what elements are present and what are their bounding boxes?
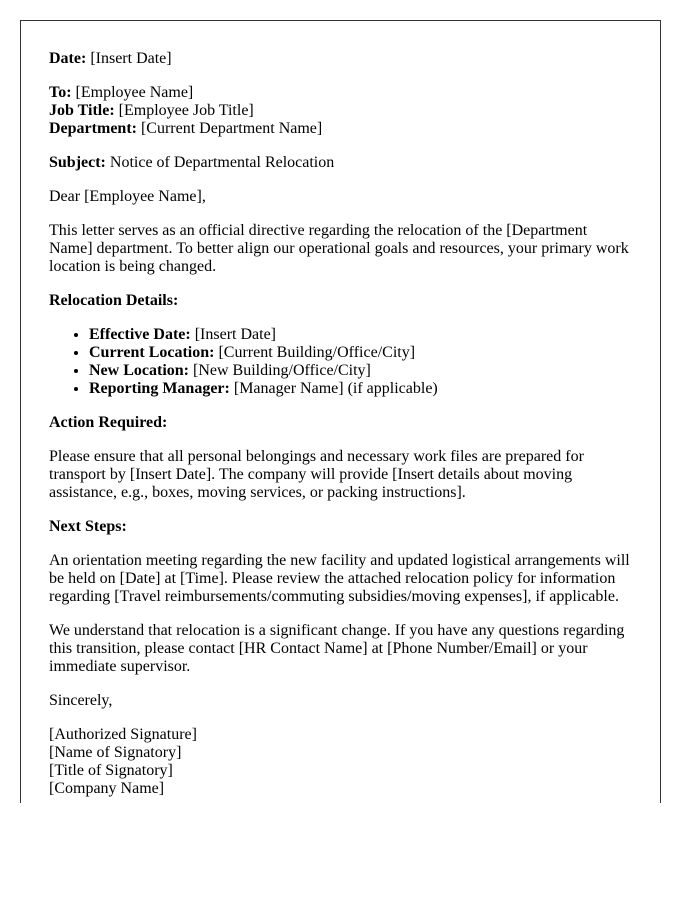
relocation-details-heading bbox=[49, 292, 632, 310]
current-location-value: [Current Building/Office/City] bbox=[214, 344, 416, 361]
action-required-heading bbox=[49, 414, 632, 432]
next-steps-heading-text: Next Steps: bbox=[49, 518, 127, 535]
relocation-details-list bbox=[49, 326, 632, 398]
reporting-manager-label: Reporting Manager: bbox=[89, 380, 230, 397]
date-value: [Insert Date] bbox=[86, 50, 172, 67]
job-title-line bbox=[49, 102, 632, 120]
salutation: Dear [Employee Name], bbox=[49, 188, 206, 205]
subject-label: Subject: bbox=[49, 154, 106, 171]
subject-line bbox=[49, 154, 632, 172]
company-name: [Company Name] bbox=[49, 780, 165, 797]
letter-page bbox=[20, 20, 661, 803]
authorized-signature: [Authorized Signature] bbox=[49, 726, 197, 743]
to-line bbox=[49, 84, 632, 102]
action-required-heading-text: Action Required: bbox=[49, 414, 168, 431]
action-required-paragraph: Please ensure that all personal belongings and necessary work files are prepared for transport by [Insert Date]. The company will provide [Insert details about moving assistance, e.g., boxes, moving services, or packing instructions]. bbox=[49, 448, 584, 501]
closing-paragraph: We understand that relocation is a significant change. If you have any questions regarding this transition, please contact [HR Contact Name] at [Phone Number/Email] or your immediate supervisor. bbox=[49, 622, 625, 675]
signatory-name: [Name of Signatory] bbox=[49, 744, 182, 761]
signature-block bbox=[49, 726, 632, 798]
job-title-value: [Employee Job Title] bbox=[114, 102, 254, 119]
next-steps-paragraph: An orientation meeting regarding the new facility and updated logistical arrangements will be held on [Date] at [Time]. Please review the attached relocation policy for information regarding [Travel reimbursements/commuting subsidies/moving expenses], if applicable. bbox=[49, 552, 630, 605]
effective-date-value: [Insert Date] bbox=[190, 326, 277, 343]
current-location-label: Current Location: bbox=[89, 344, 215, 361]
list-item-new-location bbox=[89, 362, 632, 380]
date-label: Date: bbox=[49, 50, 87, 67]
recipient-block bbox=[49, 84, 632, 138]
relocation-details-heading-text: Relocation Details: bbox=[49, 292, 179, 309]
job-title-label: Job Title: bbox=[49, 102, 115, 119]
next-steps-heading bbox=[49, 518, 632, 536]
signatory-title: [Title of Signatory] bbox=[49, 762, 173, 779]
to-label: To: bbox=[49, 84, 72, 101]
new-location-value: [New Building/Office/City] bbox=[188, 362, 371, 379]
intro-paragraph: This letter serves as an official directive regarding the relocation of the [Department Name] department. To better align our operational goals and resources, your primary work location is being changed. bbox=[49, 222, 629, 275]
date-line bbox=[49, 50, 632, 68]
department-value: [Current Department Name] bbox=[136, 120, 323, 137]
department-label: Department: bbox=[49, 120, 137, 137]
new-location-label: New Location: bbox=[89, 362, 189, 379]
list-item-effective-date bbox=[89, 326, 632, 344]
list-item-reporting-manager bbox=[89, 380, 632, 398]
department-line bbox=[49, 120, 632, 138]
reporting-manager-value: [Manager Name] (if applicable) bbox=[229, 380, 438, 397]
sign-off: Sincerely, bbox=[49, 692, 113, 709]
list-item-current-location bbox=[89, 344, 632, 362]
to-value: [Employee Name] bbox=[71, 84, 194, 101]
subject-value: Notice of Departmental Relocation bbox=[105, 154, 335, 171]
effective-date-label: Effective Date: bbox=[89, 326, 191, 343]
